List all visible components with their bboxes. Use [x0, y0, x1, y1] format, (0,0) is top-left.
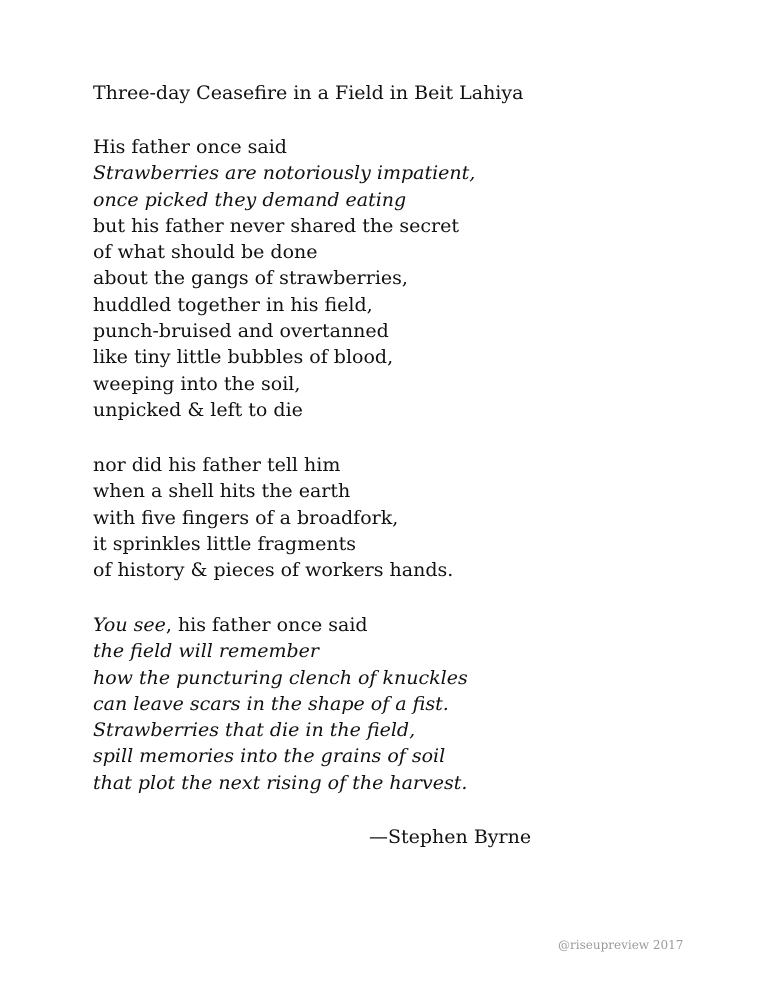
poem-line-italic: that plot the next rising of the harvest.	[93, 771, 468, 794]
poem-line: of what should be done	[93, 241, 318, 264]
watermark: @riseupreview 2017	[558, 938, 684, 952]
poem-line: but his father never shared the secret	[93, 214, 459, 237]
poem-line-italic: can leave scars in the shape of a fist.	[93, 692, 449, 715]
poem-line-italic: the field will remember	[93, 640, 319, 663]
stanza-3	[93, 612, 468, 796]
poem-title: Three-day Ceasefire in a Field in Beit Lahiya	[93, 82, 524, 104]
poem-line: punch-bruised and overtanned	[93, 320, 389, 343]
poem-line: when a shell hits the earth	[93, 480, 351, 503]
poem-line: His father once said	[93, 136, 287, 158]
poem-line-italic: Strawberries that die in the field,	[93, 719, 416, 742]
poem-line-mixed	[93, 612, 468, 638]
poem-phrase: , his father once said	[165, 614, 368, 636]
poem-line-italic: Strawberries are notoriously impatient,	[93, 162, 476, 185]
poem-line-italic: spill memories into the grains of soil	[93, 745, 446, 768]
poem-line: weeping into the soil,	[93, 372, 301, 395]
stanza-2	[93, 452, 453, 583]
poem-line: huddled together in his field,	[93, 293, 373, 316]
poem-line: like tiny little bubbles of blood,	[93, 346, 394, 369]
poem-line: about the gangs of strawberries,	[93, 267, 408, 290]
poem-phrase-italic: You see	[93, 614, 166, 636]
poem-line: nor did his father tell him	[93, 454, 341, 476]
poem-line: of history & pieces of workers hands.	[93, 559, 454, 582]
poem-line: unpicked & left to die	[93, 398, 303, 421]
poem-line-italic: how the puncturing clench of knuckles	[93, 666, 468, 689]
author-byline: —Stephen Byrne	[369, 826, 532, 848]
poem-line: it sprinkles little fragments	[93, 532, 356, 555]
stanza-1	[93, 134, 475, 423]
poem-line-italic: once picked they demand eating	[93, 188, 407, 211]
poem-line: with five fingers of a broadfork,	[93, 506, 399, 529]
